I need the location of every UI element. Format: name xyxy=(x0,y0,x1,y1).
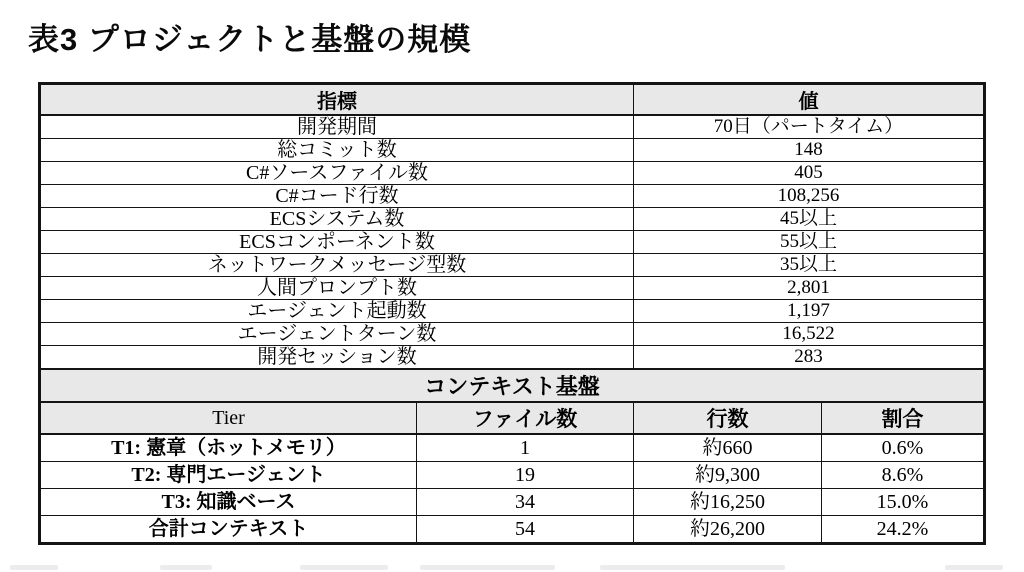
tier-label-cell: T1: 憲章（ホットメモリ） xyxy=(40,434,417,462)
column-header-line-count: 行数 xyxy=(634,402,822,434)
tier-row xyxy=(40,516,985,544)
metric-label-cell: エージェント起動数 xyxy=(40,300,634,323)
metric-row xyxy=(40,231,985,254)
metrics-table-body xyxy=(40,115,985,369)
metric-row xyxy=(40,254,985,277)
metric-row xyxy=(40,115,985,139)
metric-value-cell: 55以上 xyxy=(634,231,985,254)
context-section-title: コンテキスト基盤 xyxy=(40,369,985,402)
metric-label-cell: C#ソースファイル数 xyxy=(40,162,634,185)
metric-value-cell: 1,197 xyxy=(634,300,985,323)
tier-row xyxy=(40,462,985,489)
tier-value-cell: 34 xyxy=(417,489,634,516)
tier-value-cell: 8.6% xyxy=(822,462,985,489)
tier-value-cell: 0.6% xyxy=(822,434,985,462)
metric-value-cell: 283 xyxy=(634,346,985,370)
tier-value-cell: 約9,300 xyxy=(634,462,822,489)
tier-value-cell: 15.0% xyxy=(822,489,985,516)
tier-value-cell: 約660 xyxy=(634,434,822,462)
cutoff-text-remnant xyxy=(600,565,785,570)
metric-row xyxy=(40,277,985,300)
metric-value-cell: 70日（パートタイム） xyxy=(634,115,985,139)
context-section-header-row xyxy=(40,369,985,402)
metric-row xyxy=(40,208,985,231)
metric-row xyxy=(40,162,985,185)
metric-row xyxy=(40,300,985,323)
metric-row xyxy=(40,323,985,346)
metric-label-cell: 総コミット数 xyxy=(40,139,634,162)
tier-label-cell: T3: 知識ベース xyxy=(40,489,417,516)
column-header-ratio: 割合 xyxy=(822,402,985,434)
metric-value-cell: 148 xyxy=(634,139,985,162)
tier-value-cell: 54 xyxy=(417,516,634,544)
tier-row xyxy=(40,434,985,462)
metric-label-cell: C#コード行数 xyxy=(40,185,634,208)
cutoff-text-remnant xyxy=(160,565,212,570)
tier-row xyxy=(40,489,985,516)
cutoff-text-remnant xyxy=(420,565,555,570)
metric-value-cell: 405 xyxy=(634,162,985,185)
context-header-row xyxy=(40,402,985,434)
metric-label-cell: 人間プロンプト数 xyxy=(40,277,634,300)
metric-row xyxy=(40,139,985,162)
metric-value-cell: 45以上 xyxy=(634,208,985,231)
metric-label-cell: ネットワークメッセージ型数 xyxy=(40,254,634,277)
tier-value-cell: 1 xyxy=(417,434,634,462)
project-scale-table xyxy=(38,82,986,545)
tier-value-cell: 約16,250 xyxy=(634,489,822,516)
metric-value-cell: 108,256 xyxy=(634,185,985,208)
cutoff-text-remnant xyxy=(945,565,1003,570)
metric-label-cell: エージェントターン数 xyxy=(40,323,634,346)
tier-value-cell: 約26,200 xyxy=(634,516,822,544)
metric-label-cell: ECSシステム数 xyxy=(40,208,634,231)
metric-row xyxy=(40,346,985,370)
tier-label-cell: 合計コンテキスト xyxy=(40,516,417,544)
metric-value-cell: 2,801 xyxy=(634,277,985,300)
column-header-file-count: ファイル数 xyxy=(417,402,634,434)
metric-label-cell: 開発期間 xyxy=(40,115,634,139)
tier-value-cell: 19 xyxy=(417,462,634,489)
tier-value-cell: 24.2% xyxy=(822,516,985,544)
metric-label-cell: ECSコンポーネント数 xyxy=(40,231,634,254)
metrics-header-row xyxy=(40,84,985,116)
column-header-tier: Tier xyxy=(40,402,417,434)
tier-label-cell: T2: 専門エージェント xyxy=(40,462,417,489)
metric-value-cell: 35以上 xyxy=(634,254,985,277)
page-title: 表3 プロジェクトと基盤の規模 xyxy=(28,22,472,57)
metric-row xyxy=(40,185,985,208)
context-table-body xyxy=(40,434,985,544)
column-header-value: 値 xyxy=(634,84,985,116)
column-header-metric: 指標 xyxy=(40,84,634,116)
metric-label-cell: 開発セッション数 xyxy=(40,346,634,370)
cutoff-text-remnant xyxy=(10,565,58,570)
cutoff-text-remnant xyxy=(300,565,388,570)
metric-value-cell: 16,522 xyxy=(634,323,985,346)
